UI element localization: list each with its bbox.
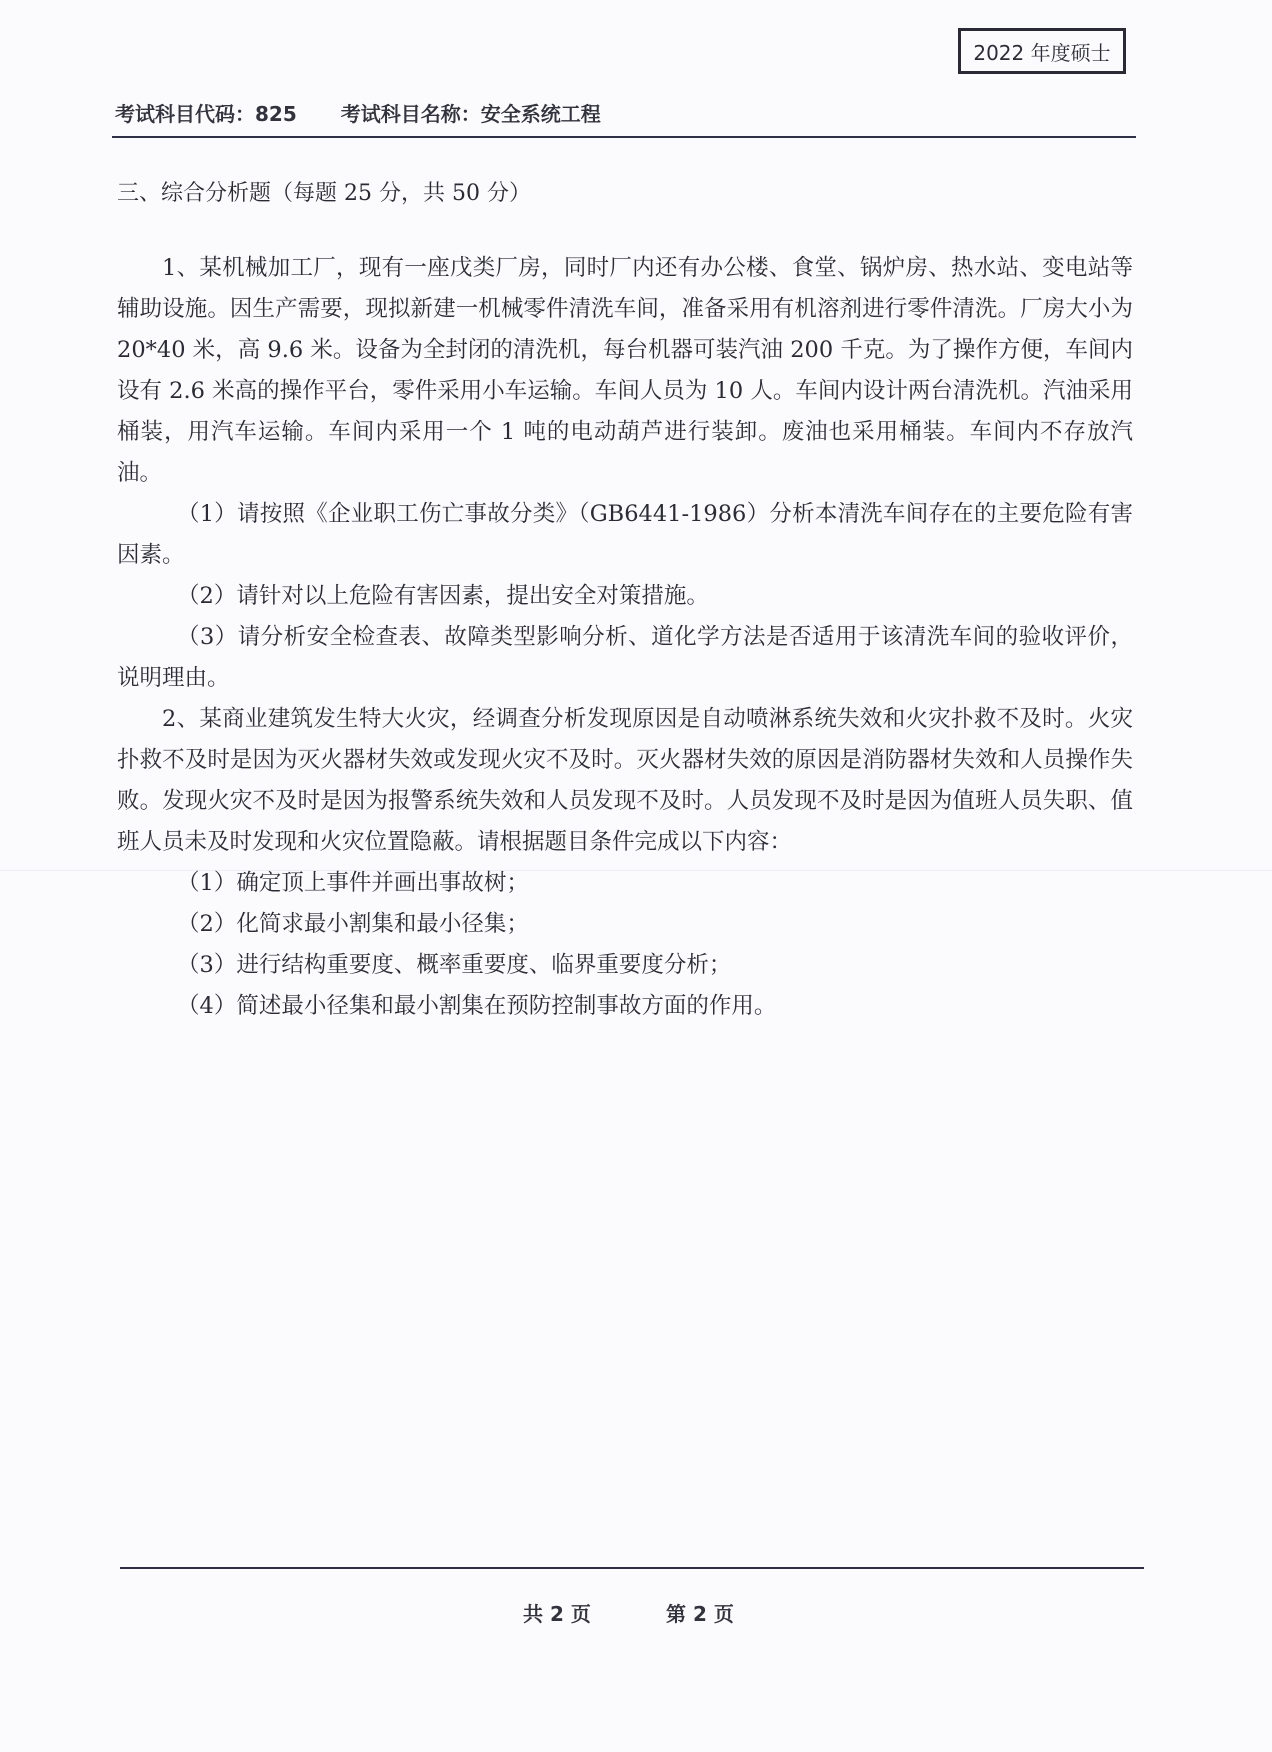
question-1-sub-2: （2）请针对以上危险有害因素，提出安全对策措施。 [177,583,709,609]
questions-body [117,248,1133,1027]
current-page: 第 2 页 [666,1602,734,1626]
question-2-sub-1: （1）确定顶上事件并画出事故树； [177,870,529,896]
question-1-sub-1: （1）请按照《企业职工伤亡事故分类》（GB6441-1986）分析本清洗车间存在的主要危险有害因素。 [117,501,1133,568]
subject-code: 考试科目代码：825 [115,102,297,126]
question-2-sub-4: （4）简述最小径集和最小割集在预防控制事故方面的作用。 [177,993,777,1019]
degree-year-label: 2022 年度硕士 [973,40,1111,65]
exam-header [115,98,601,127]
question-2-stem: 2、某商业建筑发生特大火灾，经调查分析发现原因是自动喷淋系统失效和火灾扑救不及时。火灾扑救不及时是因为灭火器材失效或发现火灾不及时。灭火器材失效的原因是消防器材失效和人员操作失败。发现火灾不及时是因为报警系统失效和人员发现不及时。人员发现不及时是因为值班人员失职、值班人员未及时发现和火灾位置隐蔽。请根据题目条件完成以下内容： [117,706,1133,855]
total-pages: 共 2 页 [523,1602,591,1626]
question-2-sub-3: （3）进行结构重要度、概率重要度、临界重要度分析； [177,952,732,978]
footer-divider [120,1567,1144,1569]
subject-name: 考试科目名称：安全系统工程 [340,102,601,126]
question-1-stem: 1、某机械加工厂，现有一座戊类厂房，同时厂内还有办公楼、食堂、锅炉房、热水站、变电站等辅助设施。因生产需要，现拟新建一机械零件清洗车间，准备采用有机溶剂进行零件清洗。厂房大小为 20*40 米，高 9.6 米。设备为全封闭的清洗机，每台机器可装汽油 200 千克。为了操作方便，车间内设有 2.6 米高的操作平台，零件采用小车运输。车间人员为 10 人。车间内设计两台清洗机。汽油采用桶装，用汽车运输。车间内采用一个 1 吨的电动葫芦进行装卸。废油也采用桶装。车间内不存放汽油。 [117,255,1133,486]
section-title: 三、综合分析题（每题 25 分，共 50 分） [117,181,531,206]
degree-year-box [958,28,1126,74]
header-divider [112,136,1136,138]
paper-fold-line [0,870,1272,871]
question-2-sub-2: （2）化简求最小割集和最小径集； [177,911,529,937]
question-1-sub-3: （3）请分析安全检查表、故障类型影响分析、道化学方法是否适用于该清洗车间的验收评价，说明理由。 [117,624,1133,691]
